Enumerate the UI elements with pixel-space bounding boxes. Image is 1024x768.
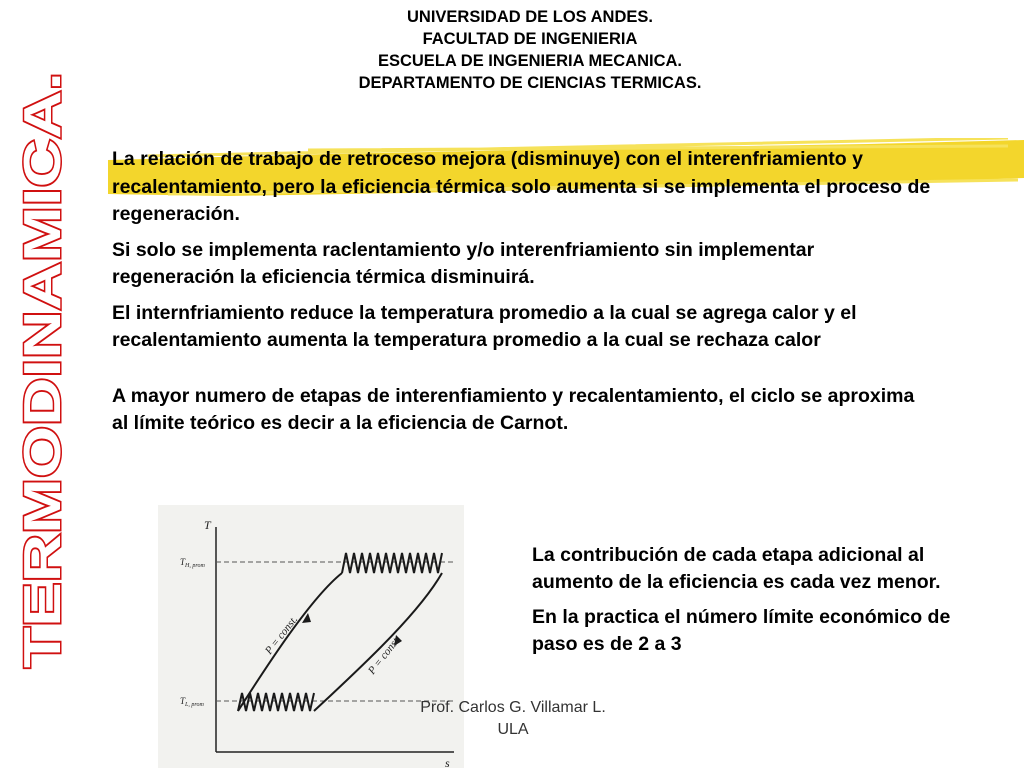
vertical-title-graphic (14, 68, 74, 672)
paragraph-carnot-limit: A mayor numero de etapas de interenfiamiento y recalentamiento, el ciclo se aproxima al límite teórico es decir a la eficiencia de Carnot. (112, 384, 915, 434)
paragraph-without-regeneration: Si solo se implementa raclentamiento y/o interenfriamiento sin implementar regeneración la eficiencia térmica disminuirá. (112, 238, 815, 288)
paragraph-diminishing-contribution: La contribución de cada etapa adicional al aumento de la eficiencia es cada vez menor. (532, 544, 941, 593)
isobar-label-right: P = const. (365, 633, 404, 677)
vertical-title-text: TERMODINAMICA. (14, 205, 72, 668)
svg-text:TL, prom (180, 696, 204, 708)
reheat-sawtooth (342, 553, 442, 573)
paragraph-intercooling-effect: El internfriamiento reduce la temperatura promedio a la cual se agrega calor y el recalentamiento aumenta la temperatura promedio a la cual se rechaza calor (112, 301, 857, 351)
vertical-title (14, 68, 74, 672)
paragraph-economic-limit: En la practica el número límite económico de paso es de 2 a 3 (532, 606, 951, 655)
main-text (112, 146, 932, 446)
footer-author (378, 697, 648, 741)
header-line-department: DEPARTAMENTO DE CIENCIAS TERMICAS. (358, 74, 702, 92)
paragraph-back-work-ratio: La relación de trabajo de retroceso mejora (disminuye) con el interenfriamiento y recalentamiento, pero la eficiencia térmica solo aumenta si se implementa el proceso de regeneración. (112, 148, 931, 225)
y-axis-label: T (204, 518, 211, 532)
footer-institution: ULA (497, 721, 529, 738)
svg-text:TH, prom (180, 557, 205, 569)
intercool-sawtooth (238, 693, 314, 711)
header-line-university: UNIVERSIDAD DE LOS ANDES. (406, 8, 653, 26)
t-low-subscript: L, prom (185, 702, 204, 708)
side-text (532, 542, 952, 666)
header-line-school: ESCUELA DE INGENIERIA MECANICA. (377, 52, 683, 70)
right-isobar (314, 573, 442, 711)
x-axis-label: s (445, 756, 450, 768)
footer-author-name: Prof. Carlos G. Villamar L. (420, 699, 606, 716)
institution-header (280, 6, 780, 94)
isobar-label-left: P = const. (262, 613, 301, 657)
left-isobar (238, 573, 342, 711)
header-line-faculty: FACULTAD DE INGENIERIA (422, 30, 638, 48)
t-high-subscript: H, prom (185, 563, 205, 569)
t-high-label: T (180, 557, 186, 567)
t-low-label: T (180, 696, 186, 706)
